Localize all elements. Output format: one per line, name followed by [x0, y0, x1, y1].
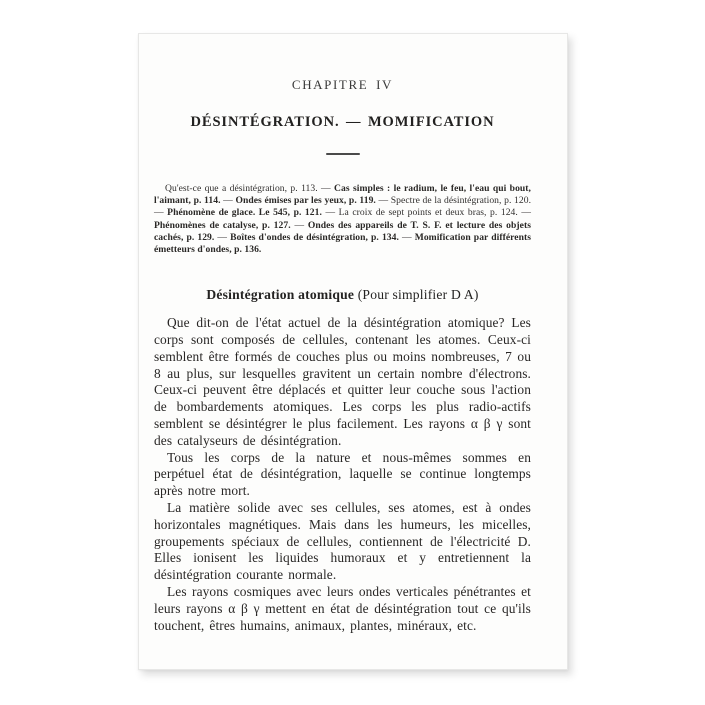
body-paragraph: Tous les corps de la nature et nous-mêmes sommes en perpétuel état de désintégration, laquelle se continue longtemps après notre mort.	[154, 449, 531, 499]
toc-segment: —	[290, 219, 308, 231]
toc-segment: Boîtes d'ondes de désintégration, p. 134.	[230, 231, 399, 243]
toc-segment: Phénomènes de catalyse, p. 127.	[154, 219, 291, 231]
body-paragraph: Que dit-on de l'état actuel de la désintégration atomique? Les corps sont composés de cellules, contenant les atomes. Ceux-ci semblent être formés de couches plus ou moins nombreuses, 7 ou 8 au plus, sur lesquelles gravitent un certain nombre d'électrons. Ceux-ci peuvent être déplacés et quitter leur couche sous l'action de bombardements atomiques. Les corps les plus radio-actifs semblent se désintégrer le plus facilement. Les rayons α β γ sont des catalyseurs de désintégration.	[154, 315, 531, 448]
toc-segment: — Spectre de la désintégration, p. 120. —	[154, 195, 532, 219]
toc-segment: Phénomène de glace. Le 545, p. 121.	[167, 207, 322, 219]
toc-segment: Momification par différents émetteurs d'ondes, p. 136.	[154, 231, 531, 256]
toc-segment: Qu'est-ce que a désintégration, p. 113. —	[165, 183, 335, 194]
chapter-contents-summary	[154, 183, 531, 256]
toc-segment: Ondes émises par les yeux, p. 119.	[235, 195, 376, 207]
section-heading-bold: Désintégration atomique	[206, 287, 355, 303]
section-heading	[154, 287, 531, 303]
toc-segment: — La croix de sept points et deux bras, p. 124. —	[321, 207, 532, 219]
title-divider	[326, 153, 360, 155]
toc-segment: —	[214, 231, 231, 243]
chapter-heading: CHAPITRE IV	[291, 77, 394, 92]
body-paragraph: La matière solide avec ses cellules, ses atomes, est à ondes horizontales magnétiques. Mais dans les humeurs, les micelles, groupements spéciaux de cellules, contiennent de l'électricité D. Elles ionisent les liquides humoraux et y entretiennent la désintégration courante normale.	[154, 499, 531, 583]
toc-segment: —	[220, 195, 236, 207]
book-page	[138, 33, 568, 670]
body-text	[154, 315, 531, 634]
toc-segment: Ondes des appareils de T. S. F. et lecture des objets cachés, p. 129.	[154, 219, 531, 243]
body-paragraph: Les rayons cosmiques avec leurs ondes verticales pénétrantes et leurs rayons α β γ mettent en état de désintégration tout ce qu'ils touchent, êtres humains, animaux, plantes, minéraux, etc.	[154, 583, 531, 633]
page-title: DÉSINTÉGRATION. — MOMIFICATION	[190, 114, 495, 130]
toc-segment: Cas simples : le radium, le feu, l'eau qui bout, l'aimant, p. 114.	[154, 183, 531, 207]
toc-segment: —	[398, 231, 415, 243]
section-heading-regular: (Pour simplifier D A)	[354, 287, 479, 303]
